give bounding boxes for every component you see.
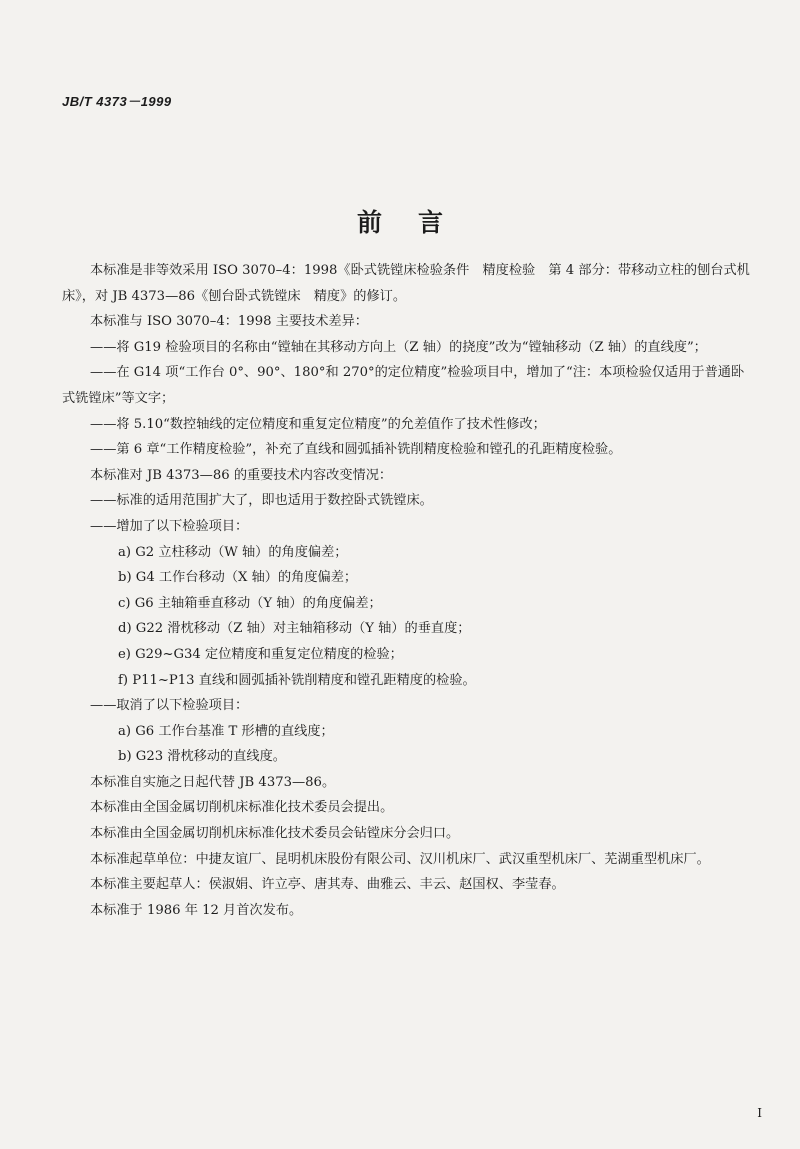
paragraph: ——将 G19 检验项目的名称由“镗轴在其移动方向上（Z 轴）的挠度”改为“镗轴移动（Z 轴）的直线度”； bbox=[90, 339, 707, 355]
list-item: a) G6 工作台基准 T 形槽的直线度； bbox=[118, 723, 334, 739]
paragraph: 本标准由全国金属切削机床标准化技术委员会提出。 bbox=[90, 800, 394, 816]
list-item: c) G6 主轴箱垂直移动（Y 轴）的角度偏差； bbox=[118, 595, 382, 611]
paragraph: 本标准于 1986 年 12 月首次发布。 bbox=[90, 902, 303, 918]
paragraph: ——增加了以下检验项目： bbox=[90, 518, 249, 534]
list-item: e) G29~G34 定位精度和重复定位精度的检验； bbox=[118, 646, 403, 662]
paragraph: 本标准由全国金属切削机床标准化技术委员会钻镗床分会归口。 bbox=[90, 826, 460, 842]
foreword-body bbox=[62, 258, 750, 923]
paragraph: ——第 6 章“工作精度检验”，补充了直线和圆弧插补铣削精度检验和镗孔的孔距精度检验。 bbox=[90, 442, 622, 458]
paragraph: ——在 G14 项“工作台 0°、90°、180°和 270°的定位精度”检验项目中，增加了“注：本项检验仅适用于普通卧式铣镗床”等文字； bbox=[62, 365, 745, 406]
paragraph: 本标准自实施之日起代替 JB 4373—86。 bbox=[90, 774, 336, 790]
list-item: a) G2 立柱移动（W 轴）的角度偏差； bbox=[118, 544, 348, 560]
paragraph: 本标准起草单位：中捷友谊厂、昆明机床股份有限公司、汉川机床厂、武汉重型机床厂、芜湖重型机床厂。 bbox=[90, 851, 710, 867]
paragraph: 本标准对 JB 4373—86 的重要技术内容改变情况： bbox=[90, 467, 393, 483]
page-number: I bbox=[757, 1106, 762, 1120]
paragraph: ——取消了以下检验项目： bbox=[90, 698, 249, 714]
paragraph: ——将 5.10“数控轴线的定位精度和重复定位精度”的允差值作了技术性修改； bbox=[90, 416, 546, 432]
paragraph: 本标准主要起草人：侯淑娟、许立亭、唐其寿、曲雅云、丰云、赵国权、李莹春。 bbox=[90, 877, 565, 893]
page-title: 前言 bbox=[356, 208, 479, 237]
list-item: f) P11~P13 直线和圆弧插补铣削精度和镗孔距精度的检验。 bbox=[118, 672, 476, 688]
paragraph: 本标准与 ISO 3070–4：1998 主要技术差异： bbox=[90, 314, 368, 330]
list-item: b) G23 滑枕移动的直线度。 bbox=[118, 749, 286, 765]
paragraph: 本标准是非等效采用 ISO 3070–4：1998《卧式铣镗床检验条件 精度检验 第 4 部分：带移动立柱的刨台式机床》，对 JB 4373—86《刨台卧式铣镗床 精度》的修订。 bbox=[62, 263, 750, 304]
list-item: b) G4 工作台移动（X 轴）的角度偏差； bbox=[118, 570, 358, 586]
list-item: d) G22 滑枕移动（Z 轴）对主轴箱移动（Y 轴）的垂直度； bbox=[118, 621, 471, 637]
paragraph: ——标准的适用范围扩大了，即也适用于数控卧式铣镗床。 bbox=[90, 493, 433, 509]
standard-number: JB/T 4373－1999 bbox=[62, 94, 172, 109]
